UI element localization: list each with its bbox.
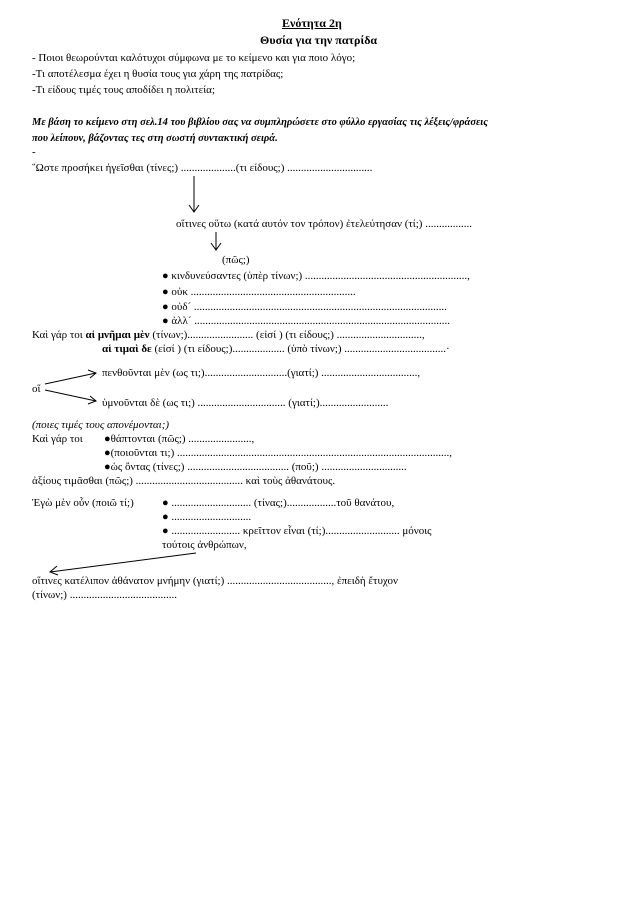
worksheet-subtitle: Θυσία για την πατρίδα: [260, 33, 378, 47]
ws-line-tinon: (τίνων;) .......................................: [32, 589, 177, 601]
question-2: -Τι αποτέλεσμα έχει η θυσία τους για χάρη της πατρίδας;: [32, 68, 284, 80]
ws-bullet-poiountai: ●(ποιοῦνται τι;) ...................................................................................................,: [104, 447, 452, 459]
ws-line-penthountai: πενθοῦνται μὲν (ως τι;)..............................(γιατί;) ...................................,: [102, 367, 421, 379]
instructions-line-1: Με βάση το κείμενο στη σελ.14 του βιβλίου σας να συμπληρώσετε στο φύλλο εργασίας τις λέξεις/φράσεις: [32, 117, 488, 128]
dash-marker: -: [32, 146, 36, 158]
ws-question-timai: (ποιες τιμές τους απονέμονται;): [32, 419, 170, 431]
ws-line-oitines: οἵτινες οὕτω (κατά αυτόν τον τρόπον) ἐτελεύτησαν (τί;) .................: [176, 218, 472, 230]
ws-line-ego: Ἐγὼ μὲν οὖν (ποιῶ τί;): [32, 497, 134, 509]
ws-bullet-kindyneusantes: ● κινδυνεύσαντες (ὑπὲρ τίνων;) ...........................................................,: [162, 270, 470, 282]
timai-rest: (εἰσί ) (τι είδους;)................... (ὑπὸ τίνων;) .....................................·: [151, 343, 450, 355]
ws-bullet-ouk: ● οὐκ ............................................................: [162, 286, 356, 298]
ws-line-hoi: οἵ: [32, 383, 41, 395]
branch-arrow-up: [45, 370, 96, 384]
ws-line-hoste: ῞Ωστε προσήκει ἡγεῖσθαι (τίνες;) ....................(τι είδους;) ...............................: [32, 162, 373, 174]
timai-bold: αἱ τιμαὶ δε: [102, 343, 152, 355]
mnemai-rest: (τίνων;)........................ (εἰσί ) (τι είδους;) ...............................,: [149, 329, 425, 341]
ws-line-axious: ἀξίους τιμᾶσθαι (πῶς;) ....................................... καὶ τοὺς ἀθανάτους.: [32, 475, 336, 487]
ws-line-kai-gar: Καὶ γάρ τοι: [32, 433, 83, 445]
unit-title: Ενότητα 2η: [282, 16, 342, 30]
down-arrow-1: [189, 176, 199, 212]
ws-bullet-hos-ontas: ●ὡς ὄντας (τίνες;) ..................................... (ποῦ;) ...............................: [104, 461, 407, 473]
question-1: - Ποιοι θεωρούνται καλότυχοι σύμφωνα με το κείμενο και για ποιο λόγο;: [32, 52, 356, 64]
mnemai-bold: αἱ μνῆμαι μὲν: [85, 329, 150, 341]
ws-bullet-thaptontai: ●θάπτονται (πῶς;) .......................,: [104, 433, 255, 445]
ws-bullet-kreitton: ● ......................... κρεῖττον εἶναι (τί;)........................... μόνοις: [162, 525, 432, 537]
mnemai-prefix: Καὶ γάρ τοι: [32, 329, 86, 341]
ws-bullet-all: ● ἀλλ´ .............................................................................................: [162, 315, 450, 327]
branch-arrow-down: [45, 390, 96, 404]
ws-line-katelipon: οἵτινες κατέλιπον ἀθάνατον μνήμην (γιατί;) ......................................, ἐπειδὴ ἔτυχον: [32, 575, 399, 587]
diagonal-arrow: [50, 553, 196, 575]
down-arrow-2: [211, 232, 221, 250]
ws-line-pos: (πῶς;): [222, 254, 250, 266]
ws-bullet-tinas: ● ............................. (τίνας;)..................τοῦ θανάτου,: [162, 497, 395, 509]
ws-line-toutois: τούτοις ἀνθρώπων,: [162, 539, 247, 551]
ws-bullet-oud: ● οὐδ´ ............................................................................................: [162, 301, 447, 313]
ws-bullet-blank: ● .............................: [162, 511, 252, 523]
question-3: -Τι είδους τιμές τους αποδίδει η πολιτεία;: [32, 84, 215, 96]
instructions-line-2: που λείπουν, βάζοντας τες στη σωστή συντακτική σειρά.: [32, 133, 278, 144]
ws-line-hymnountai: ὑμνοῦνται δὲ (ως τι;) ................................ (γιατί;).........................: [102, 397, 389, 409]
